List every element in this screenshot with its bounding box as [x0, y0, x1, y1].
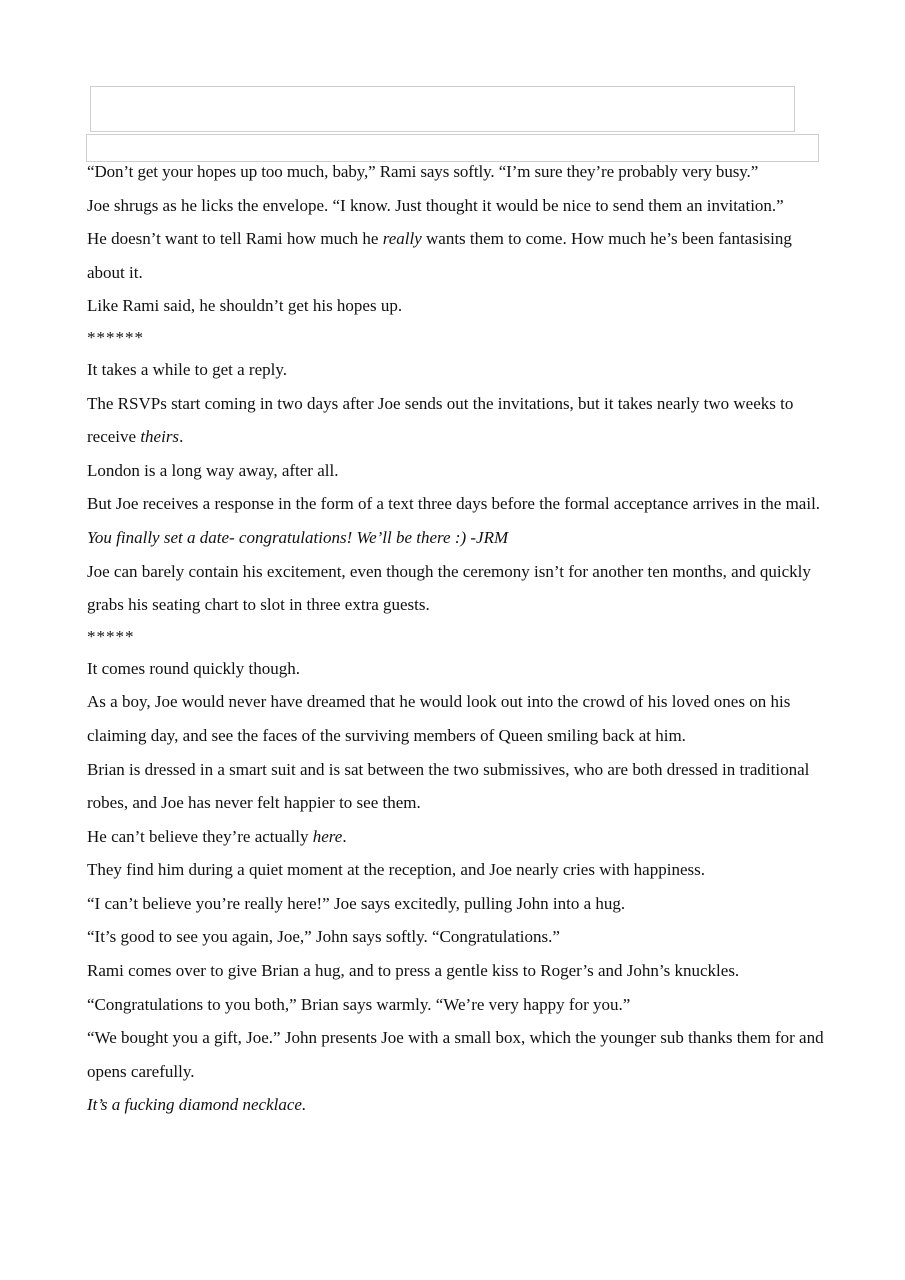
- paragraph: They find him during a quiet moment at the reception, and Joe nearly cries with happiness.: [87, 860, 705, 880]
- paragraph: He can’t believe they’re actually here.: [87, 826, 347, 846]
- paragraph: “Don’t get your hopes up too much, baby,” Rami says softly. “I’m sure they’re probably very busy.”: [87, 162, 759, 181]
- paragraph: The RSVPs start coming in two days after Joe sends out the invitations, but it takes nearly two weeks to receive theirs.: [87, 393, 794, 447]
- paragraph: Joe can barely contain his excitement, even though the ceremony isn’t for another ten months, and quickly grabs his seating chart to slot in three extra guests.: [87, 561, 811, 615]
- paragraph: Joe shrugs as he licks the envelope. “I know. Just thought it would be nice to send them an invitation.”: [87, 195, 784, 215]
- paragraph: Like Rami said, he shouldn’t get his hopes up.: [87, 296, 403, 316]
- paragraph: “We bought you a gift, Joe.” John presents Joe with a small box, which the younger sub thanks them for and opens carefully.: [87, 1028, 824, 1081]
- paragraph: It’s a fucking diamond necklace.: [87, 1095, 307, 1115]
- paragraph: He doesn’t want to tell Rami how much he really wants them to come. How much he’s been fantasising about it.: [87, 229, 792, 282]
- paragraph: It comes round quickly though.: [87, 658, 300, 678]
- paragraph: It takes a while to get a reply.: [87, 359, 287, 379]
- paragraph: You finally set a date- congratulations! We’ll be there :) -JRM: [87, 527, 509, 547]
- paragraph: Brian is dressed in a smart suit and is sat between the two submissives, who are both dressed in traditional robes, and Joe has never felt happier to see them.: [87, 759, 810, 813]
- section-separator: *****: [87, 626, 135, 646]
- paragraph: Rami comes over to give Brian a hug, and to press a gentle kiss to Roger’s and John’s knuckles.: [87, 961, 740, 981]
- paragraph: “It’s good to see you again, Joe,” John says softly. “Congratulations.”: [87, 927, 560, 947]
- document-body: [87, 155, 827, 1122]
- section-separator: ******: [87, 327, 144, 347]
- paragraph: But Joe receives a response in the form of a text three days before the formal acceptance arrives in the mail.: [87, 494, 821, 514]
- paragraph: “Congratulations to you both,” Brian says warmly. “We’re very happy for you.”: [87, 994, 631, 1014]
- header-frame: [90, 86, 795, 132]
- paragraph: London is a long way away, after all.: [87, 460, 339, 480]
- paragraph: “I can’t believe you’re really here!” Joe says excitedly, pulling John into a hug.: [87, 893, 626, 913]
- paragraph: As a boy, Joe would never have dreamed that he would look out into the crowd of his loved ones on his claiming day, and see the faces of the surviving members of Queen smiling back at him.: [87, 692, 791, 745]
